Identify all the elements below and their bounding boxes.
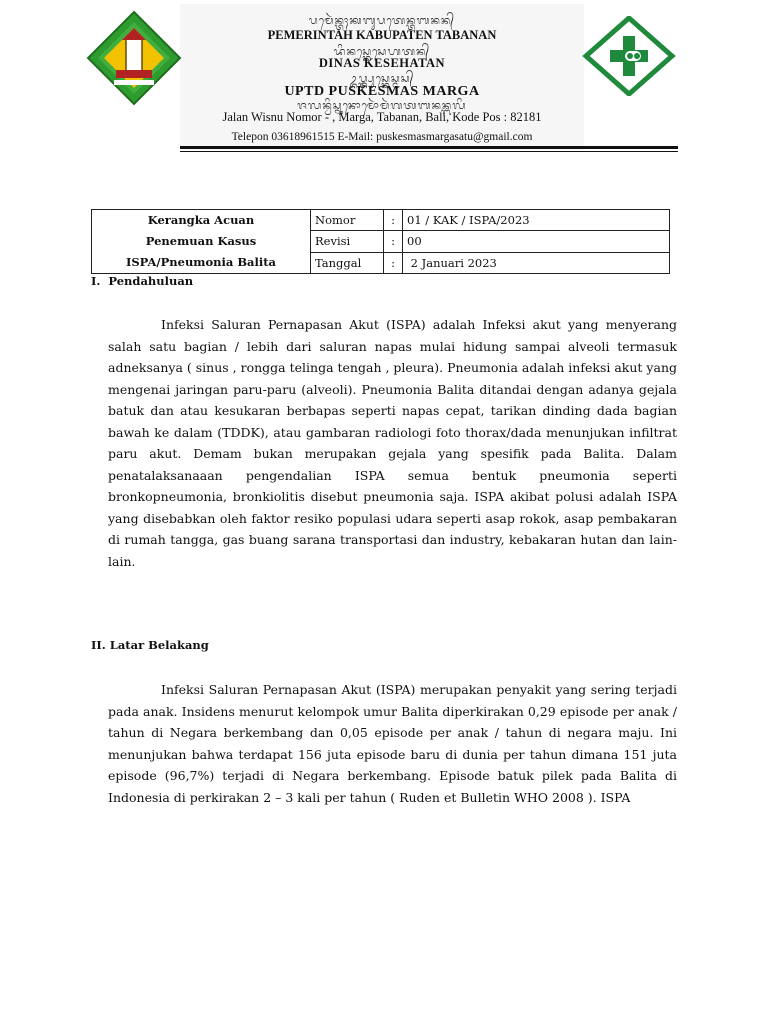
section-paragraph-latar-belakang: Infeksi Saluran Pernapasan Akut (ISPA) merupakan penyakit yang sering terjadi pada anak. Insidens menurut kelompok umur Balita diperkirakan 0,29 episode per anak / tahun di Negara berkembang dan 0,05 episode per anak / tahun di negara maju. Ini menunjukan bahwa terdapat 156 juta episode baru di dunia per tahun dimana 151 juta episode (96,7%) terjadi di Negara berkembang. Episode batuk pilek pada Balita di Indonesia di perkirakan 2 – 3 kali per tahun ( Ruden et Bulletin WHO 2008 ). ISPA <box>108 682 677 805</box>
nomor-label: Nomor <box>311 210 384 231</box>
tanggal-label: Tanggal <box>311 252 384 273</box>
nomor-value: 01 / KAK / ISPA/2023 <box>403 210 670 231</box>
puskesmas-logo-icon <box>582 16 676 96</box>
tanggal-value: 2 Januari 2023 <box>403 252 670 273</box>
letterhead-address: Jalan Wisnu Nomor - , Marga, Tabanan, Bali, Kode Pos : 82181 <box>222 110 542 124</box>
revisi-label: Revisi <box>311 231 384 252</box>
revisi-value: 00 <box>403 231 670 252</box>
section-paragraph-pendahuluan: Infeksi Saluran Pernapasan Akut (ISPA) adalah Infeksi akut yang menyerang salah satu bagian / lebih dari saluran napas mulai hidung sampai alveoli termasuk adneksanya ( sinus , rongga telinga tengah , pleura). Pneumonia adalah infeksi akut yang mengenai jaringan paru-paru (alveoli). Pneumonia Balita ditandai dengan adanya gejala batuk dan atau kesukaran berbapas seperti napas cepat, tarikan dinding dada bagian bawah ke dalam (TDDK), atau gambaran radiologi foto thorax/dada menunjukan infiltrat paru akut. Demam bukan merupakan gejala yang spesifik pada Balita. Dalam penatalaksanaaan pengendalian ISPA semua bentuk pneumonia seperti bronkopneumonia, bronkiolitis disebut pneumonia saja. ISPA akibat polusi adalah ISPA yang disebabkan oleh faktor resiko populasi udara seperti asap rokok, asap pembakaran di rumah tangga, gas buang sarana transportasi dan industry, kebakaran hutan dan lain-lain. <box>108 317 677 569</box>
letterhead-script-line-3: ᬉᬧ᭄ᬢ᭄ᬤ᭄ᬧᬸᬲ᭄ᬓᬾᬲ᭄ᬫᬲ᭄ <box>349 73 415 85</box>
letterhead-script-line-4: ᬚᬮᬦ᭄ᬯᬶᬲ᭄ᬦᬸᬦᭀᬫᭀᬃᬫᬃᬕᬢᬩᬦᬦ᭄ᬩᬮᬶ <box>297 100 467 112</box>
document-info-table <box>91 209 670 274</box>
tanggal-colon: : <box>384 252 403 273</box>
letterhead-government-name: PEMERINTAH KABUPATEN TABANAN <box>267 28 497 42</box>
letterhead-script-line-1: ᬧᬫᬾᬃᬦ᭄ᬢᬄᬓᬩᬸᬧᬢᬾᬦ᭄ᬢᬩᬦᬦ᭄ <box>308 15 456 27</box>
letterhead-unit-name: UPTD PUSKESMAS MARGA <box>284 84 480 99</box>
letterhead-rule-thick <box>180 146 678 149</box>
letterhead-agency-name: DINAS KESEHATAN <box>318 56 446 70</box>
nomor-colon: : <box>384 210 403 231</box>
section-heading-latar-belakang: II. Latar Belakang <box>91 638 209 652</box>
letterhead-contact: Telepon 03618961515 E-Mail: puskesmasmargasatu@gmail.com <box>231 131 533 143</box>
document-title-line-2: Penemuan Kasus <box>145 234 257 248</box>
revisi-colon: : <box>384 231 403 252</box>
letterhead-script-line-2: ᬤᬶᬦᬲ᭄ᬓᬾᬲᬾᬳᬢᬦ᭄ <box>333 46 431 58</box>
document-title-line-3: ISPA/Pneumonia Balita <box>126 255 276 269</box>
document-title-cell <box>92 210 311 274</box>
table-row <box>92 210 670 231</box>
letterhead-rule-thin <box>180 151 678 152</box>
kabupaten-tabanan-logo-icon <box>86 10 182 106</box>
section-heading-pendahuluan: I. Pendahuluan <box>91 274 194 288</box>
document-title-line-1: Kerangka Acuan <box>147 213 255 227</box>
